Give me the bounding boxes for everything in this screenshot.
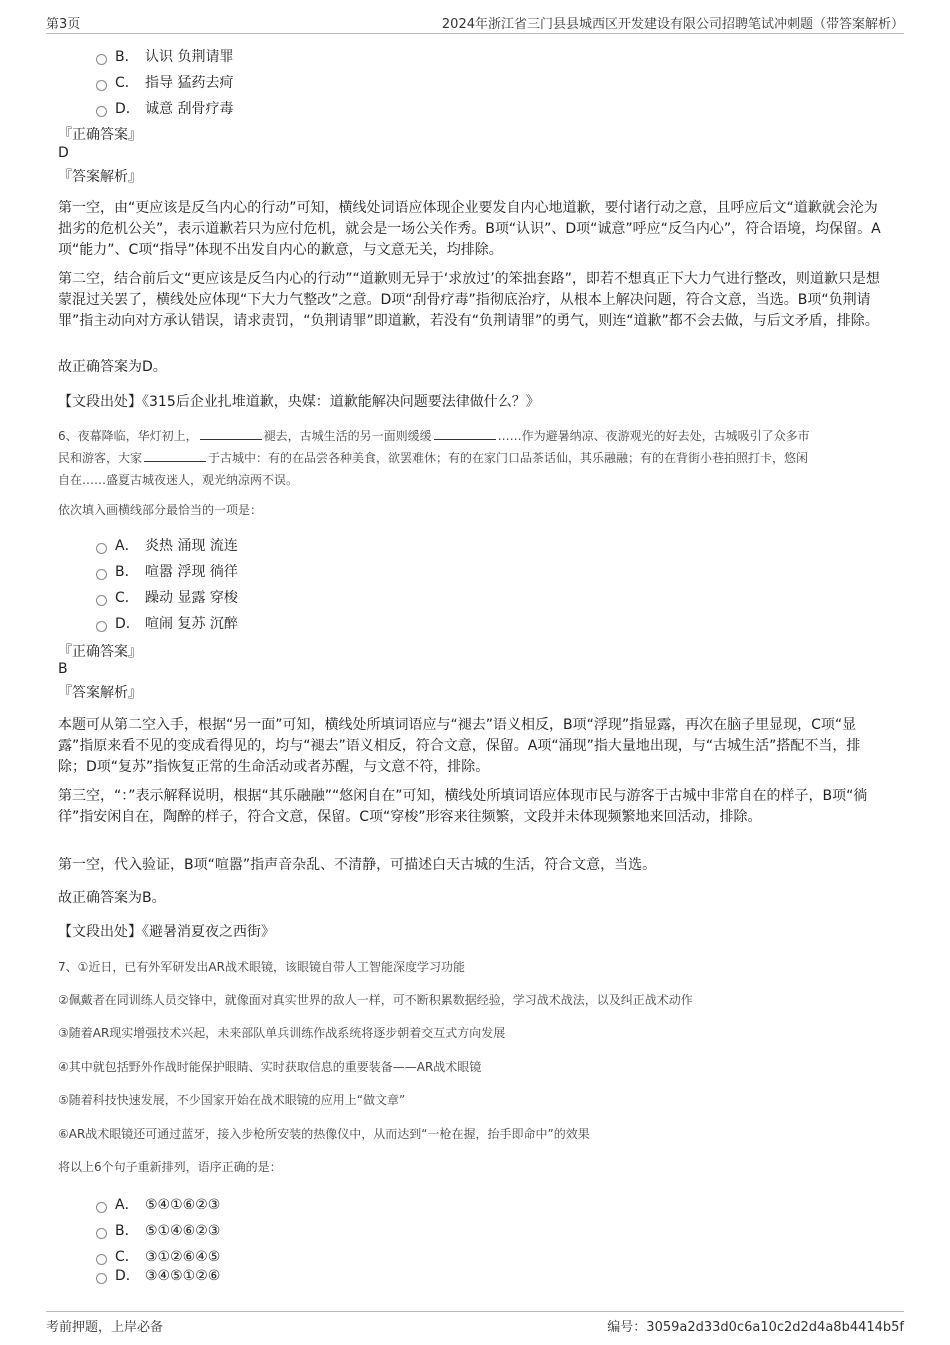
q6-analysis-label: 『答案解析』 [58, 685, 142, 701]
q6-option-c[interactable]: C． 躁动 显露 穿梭 [96, 588, 238, 608]
q7-sentence-4: ④其中就包括野外作战时能保护眼睛、实时获取信息的重要装备——AR战术眼镜 [58, 1060, 482, 1074]
q7-sentence-3: ③随着AR现实增强技术兴起，未来部队单兵训练作战系统将逐步朝着交互式方向发展 [58, 1026, 506, 1040]
radio-icon[interactable] [96, 621, 107, 632]
q7-option-c[interactable]: C． ③①②⑥④⑤ [96, 1247, 220, 1267]
footer-code: 编号：3059a2d33d0c6a10c2d2d4a8b4414b5f [607, 1320, 904, 1335]
radio-icon[interactable] [96, 569, 107, 580]
fill-blank[interactable] [200, 427, 262, 440]
radio-icon[interactable] [96, 80, 107, 91]
q5-analysis-label: 『答案解析』 [58, 169, 142, 185]
q6-option-a[interactable]: A． 炎热 涌现 流连 [96, 536, 238, 556]
q6-answer: B [58, 661, 68, 677]
radio-icon[interactable] [96, 106, 107, 117]
radio-icon[interactable] [96, 1202, 107, 1213]
page-footer [46, 1311, 904, 1334]
q6-option-d[interactable]: D． 喧闹 复苏 沉醉 [96, 614, 238, 634]
q6-option-b[interactable]: B． 喧嚣 浮现 徜徉 [96, 562, 238, 582]
fill-blank[interactable] [144, 449, 206, 462]
footer-slogan: 考前押题，上岸必备 [46, 1320, 164, 1335]
q6-analysis-para-3: 第一空，代入验证，B项“喧嚣”指声音杂乱、不清静，可描述白天古城的生活，符合文意，当选。 [58, 857, 657, 873]
q5-answer: D [58, 145, 69, 161]
q6-answer-label: 『正确答案』 [58, 644, 142, 660]
q5-source: 【文段出处】《315后企业扎堆道歉，央媒：道歉能解决问题要法律做什么？》 [58, 394, 540, 410]
radio-icon[interactable] [96, 54, 107, 65]
q5-option-c[interactable]: C． 指导 猛药去疴 [96, 73, 233, 93]
q6-stem: 6、夜幕降临，华灯初上， 褪去，古城生活的另一面则缓缓 ……作为避暑纳凉、夜游观光的好去处，古城吸引了众多市 民和游客，大家 于古城中：有的在品尝各种美食，欲罢难休；有的在家门口品茶话仙，其乐融融；有的在背街小巷拍照打卡，悠闲 自在……盛夏古城夜迷人，观光纳凉两不误。 [58, 429, 810, 487]
fill-blank[interactable] [434, 427, 496, 440]
q6-analysis-para-2: 第三空，“：”表示解释说明，根据“其乐融融”“悠闲自在”可知，横线处所填词语应体现市民与游客于古城中非常自在的样子，B项“徜徉”指安闲自在，陶醉的样子，符合文意，保留。C项“穿梭”形容来往频繁，文段并未体现频繁地来回活动，排除。 [58, 788, 868, 825]
radio-icon[interactable] [96, 1228, 107, 1239]
q5-analysis-para-1: 第一空，由“更应该是反刍内心的行动”可知，横线处词语应体现企业要发自内心地道歉，要付诸行动之意，且呼应后文“道歉就会沦为拙劣的危机公关”，表示道歉若只为应付危机，就会是一场公关作秀。B项“认识”、D项“诚意”呼应“反刍内心”，符合语境，均保留。A项“能力”、C项“指导”体现不出发自内心的歉意，与文意无关，均排除。 [58, 200, 881, 258]
radio-icon[interactable] [96, 1273, 107, 1284]
radio-icon[interactable] [96, 1254, 107, 1265]
q6-analysis-para-1: 本题可从第二空入手，根据“另一面”可知，横线处所填词语应与“褪去”语义相反，B项“浮现”指显露，再次在脑子里显现，C项“显露”指原来看不见的变成看得见的，均与“褪去”语义相反，符合文意，保留。A项“涌现”指大量地出现，与“古城生活”搭配不当，排除；D项“复苏”指恢复正常的生命活动或者苏醒，与文意不符，排除。 [58, 717, 861, 775]
q7-sentence-5: ⑤随着科技快速发展，不少国家开始在战术眼镜的应用上“做文章” [58, 1093, 406, 1107]
q5-analysis-para-3: 故正确答案为D。 [58, 359, 167, 375]
q7-sentence-2: ②佩戴者在同训练人员交锋中，就像面对真实世界的敌人一样，可不断积累数据经验，学习战术战法，以及纠正战术动作 [58, 993, 693, 1007]
q6-source: 【文段出处】《避暑消夏夜之西街》 [58, 924, 275, 940]
radio-icon[interactable] [96, 595, 107, 606]
q7-prompt: 将以上6个句子重新排列，语序正确的是： [58, 1160, 282, 1174]
q5-analysis-para-2: 第二空，结合前后文“更应该是反刍内心的行动”“道歉则无异于‘求放过’的笨拙套路”，即若不想真正下大力气进行整改，则道歉只是想蒙混过关罢了，横线处应体现“下大力气整改”之意。D项“刮骨疗毒”指彻底治疗，从根本上解决问题，符合文意，当选。B项“负荆请罪”指主动向对方承认错误，请求责罚，“负荆请罪”即道歉，若没有“负荆请罪”的勇气，则连“道歉”都不会去做，与后文矛盾，排除。 [58, 271, 880, 329]
q7-option-b[interactable]: B． ⑤①④⑥②③ [96, 1221, 220, 1241]
radio-icon[interactable] [96, 543, 107, 554]
q6-analysis-para-4: 故正确答案为B。 [58, 890, 166, 906]
q5-answer-label: 『正确答案』 [58, 127, 142, 143]
q5-option-d[interactable]: D． 诚意 刮骨疗毒 [96, 99, 233, 119]
q6-prompt: 依次填入画横线部分最恰当的一项是： [58, 503, 263, 517]
page-header [46, 13, 904, 34]
q7-sentence-1: 7、①近日，已有外军研发出AR战术眼镜，该眼镜自带人工智能深度学习功能 [58, 960, 465, 974]
q5-option-b[interactable]: B． 认识 负荆请罪 [96, 47, 233, 67]
page-number: 第3页 [46, 17, 81, 32]
document-title: 2024年浙江省三门县县城西区开发建设有限公司招聘笔试冲刺题（带答案解析） [441, 17, 904, 32]
q7-option-d[interactable]: D． ③④⑤①②⑥ [96, 1266, 220, 1286]
q7-option-a[interactable]: A． ⑤④①⑥②③ [96, 1195, 220, 1215]
q7-sentence-6: ⑥AR战术眼镜还可通过蓝牙，接入步枪所安装的热像仪中，从而达到“一枪在握，抬手即命中”的效果 [58, 1127, 590, 1141]
